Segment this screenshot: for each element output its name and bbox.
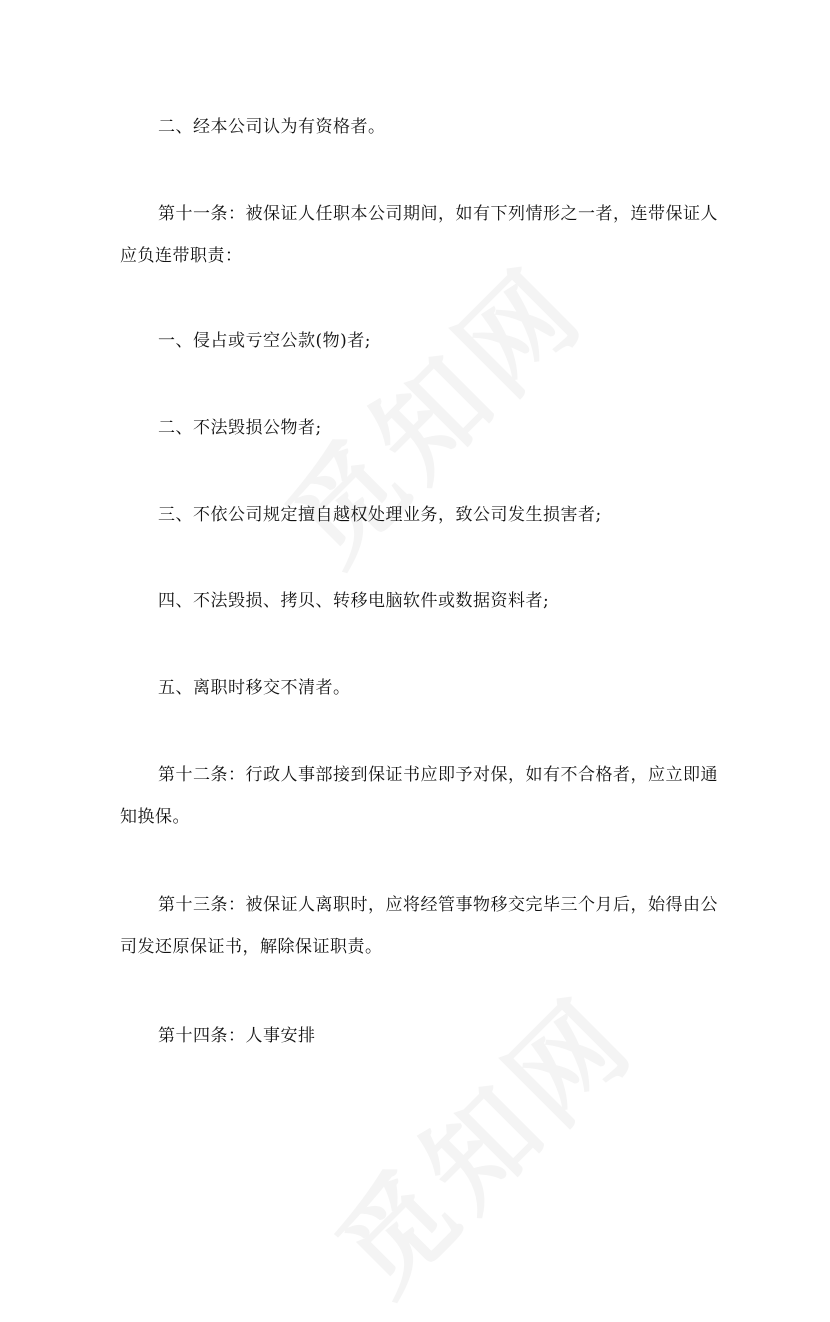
paragraph: 二、不法毁损公物者; xyxy=(158,418,322,438)
paragraph: 第十三条：被保证人离职时，应将经管事物移交完毕三个月后，始得由公司发还原保证书，解除保证职责。 xyxy=(120,895,718,957)
paragraph: 五、离职时移交不清者。 xyxy=(158,678,351,698)
paragraph: 三、不依公司规定擅自越权处理业务，致公司发生损害者; xyxy=(158,505,602,525)
paragraph: 第十一条：被保证人任职本公司期间，如有下列情形之一者，连带保证人应负连带职责： xyxy=(120,204,718,266)
paragraph: 二、经本公司认为有资格者。 xyxy=(158,117,386,137)
watermark xyxy=(297,956,663,1322)
paragraph: 四、不法毁损、拷贝、转移电脑软件或数据资料者; xyxy=(158,591,550,611)
paragraph: 第十二条：行政人事部接到保证书应即予对保，如有不合格者，应立即通知换保。 xyxy=(120,765,718,827)
paragraph: 一、侵占或亏空公款(物)者; xyxy=(158,331,371,351)
paragraph: 第十四条：人事安排 xyxy=(158,1026,316,1046)
